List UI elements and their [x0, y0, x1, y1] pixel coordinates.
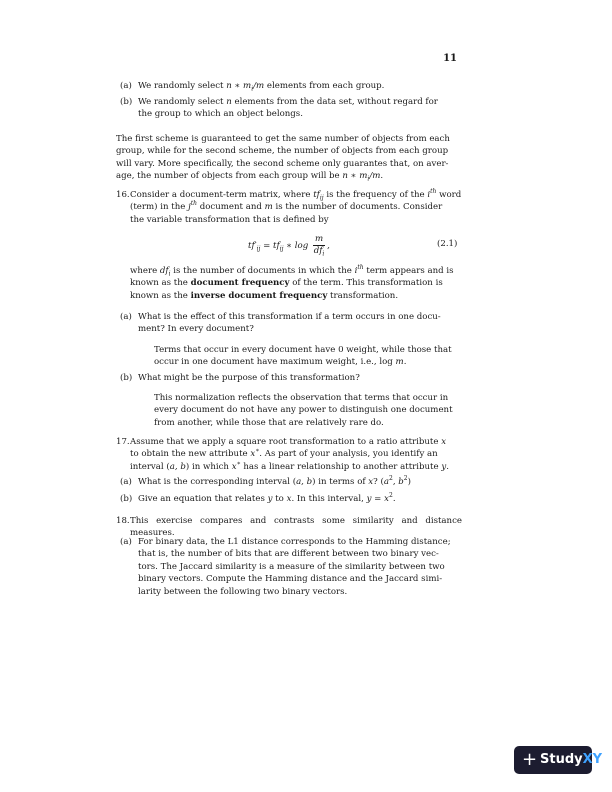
question-17-number: 17. — [116, 437, 130, 447]
question-16-text: Consider a document-term matrix, where $tf_{ij}$ is the frequency of the $i^{th}$ word (term) in the $j^{th}$ document and m is the number of documents. Consider the variable transformation that is defined by — [130, 188, 462, 225]
question-16b: (b) What might be the purpose of this transformation? — [120, 373, 360, 383]
equation-number: (2.1) — [437, 239, 458, 249]
intro-item-b: (b) We randomly select n elements from the data set, without regard for the group to which an object belongs. — [120, 97, 438, 120]
answer-16b: This normalization reflects the observation that terms that occur in every document do not have any power to distinguish one document from another, while those that are relatively rare do. — [154, 393, 453, 428]
answer-16a: Terms that occur in every document have 0 weight, while those that occur in one document have maximum weight, i.e., log m. — [154, 345, 452, 368]
question-18-number: 18. — [116, 516, 130, 526]
question-17a: (a) What is the corresponding interval (a, b) in terms of x? ($a^2$, $b^2$) — [120, 475, 411, 487]
question-16a: (a) What is the effect of this transformation if a term occurs in one docu- ment? In every document? — [120, 312, 441, 335]
scheme-paragraph: The first scheme is guaranteed to get the same number of objects from each group, while for the second scheme, the number of objects from each group will vary. More specifically, the second scheme only guarantes that, on aver- age, the number of objects from each group will be n ∗ $m_i/m$. — [116, 134, 450, 183]
question-17-text: Assume that we apply a square root transformation to a ratio attribute x to obtain the new attribute x∗. As part of your analysis, you identify an interval (a, b) in which x∗ has a linear relationship to another attribute y. — [130, 437, 449, 472]
plus-icon: + — [522, 749, 538, 770]
intro-item-a: (a) We randomly select n ∗ $m_i/m$ elements from each group. — [120, 81, 385, 93]
logo-text: StudyXY — [540, 752, 603, 767]
question-18-text: This exercise compares and contrasts some similarity and distance measures. — [130, 516, 462, 539]
question-18a: (a) For binary data, the L1 distance corresponds to the Hamming distance; that is, the number of bits that are different between two binary vec- tors. The Jaccard similarity is a measure of the similarity between two binary vectors. Compute the Hamming distance and the Jaccard simi- larity between the following two binary vectors. — [120, 537, 451, 597]
equation-2-1: $tf'_{ij} = tf_{ij}$ ∗ log $\frac{m}{df_i}$ , — [248, 234, 330, 258]
question-16-df-paragraph: where $df_i$ is the number of documents in which the $i^{th}$ term appears and is known as the document frequency of the term. This transformation is known as the inverse document frequency transformation. — [130, 264, 454, 301]
page-number: 11 — [443, 53, 457, 64]
studyxy-logo[interactable] — [514, 746, 603, 774]
question-16-number: 16. — [116, 190, 130, 200]
question-17b: (b) Give an equation that relates y to x. In this interval, $y = x^2$. — [120, 492, 396, 504]
